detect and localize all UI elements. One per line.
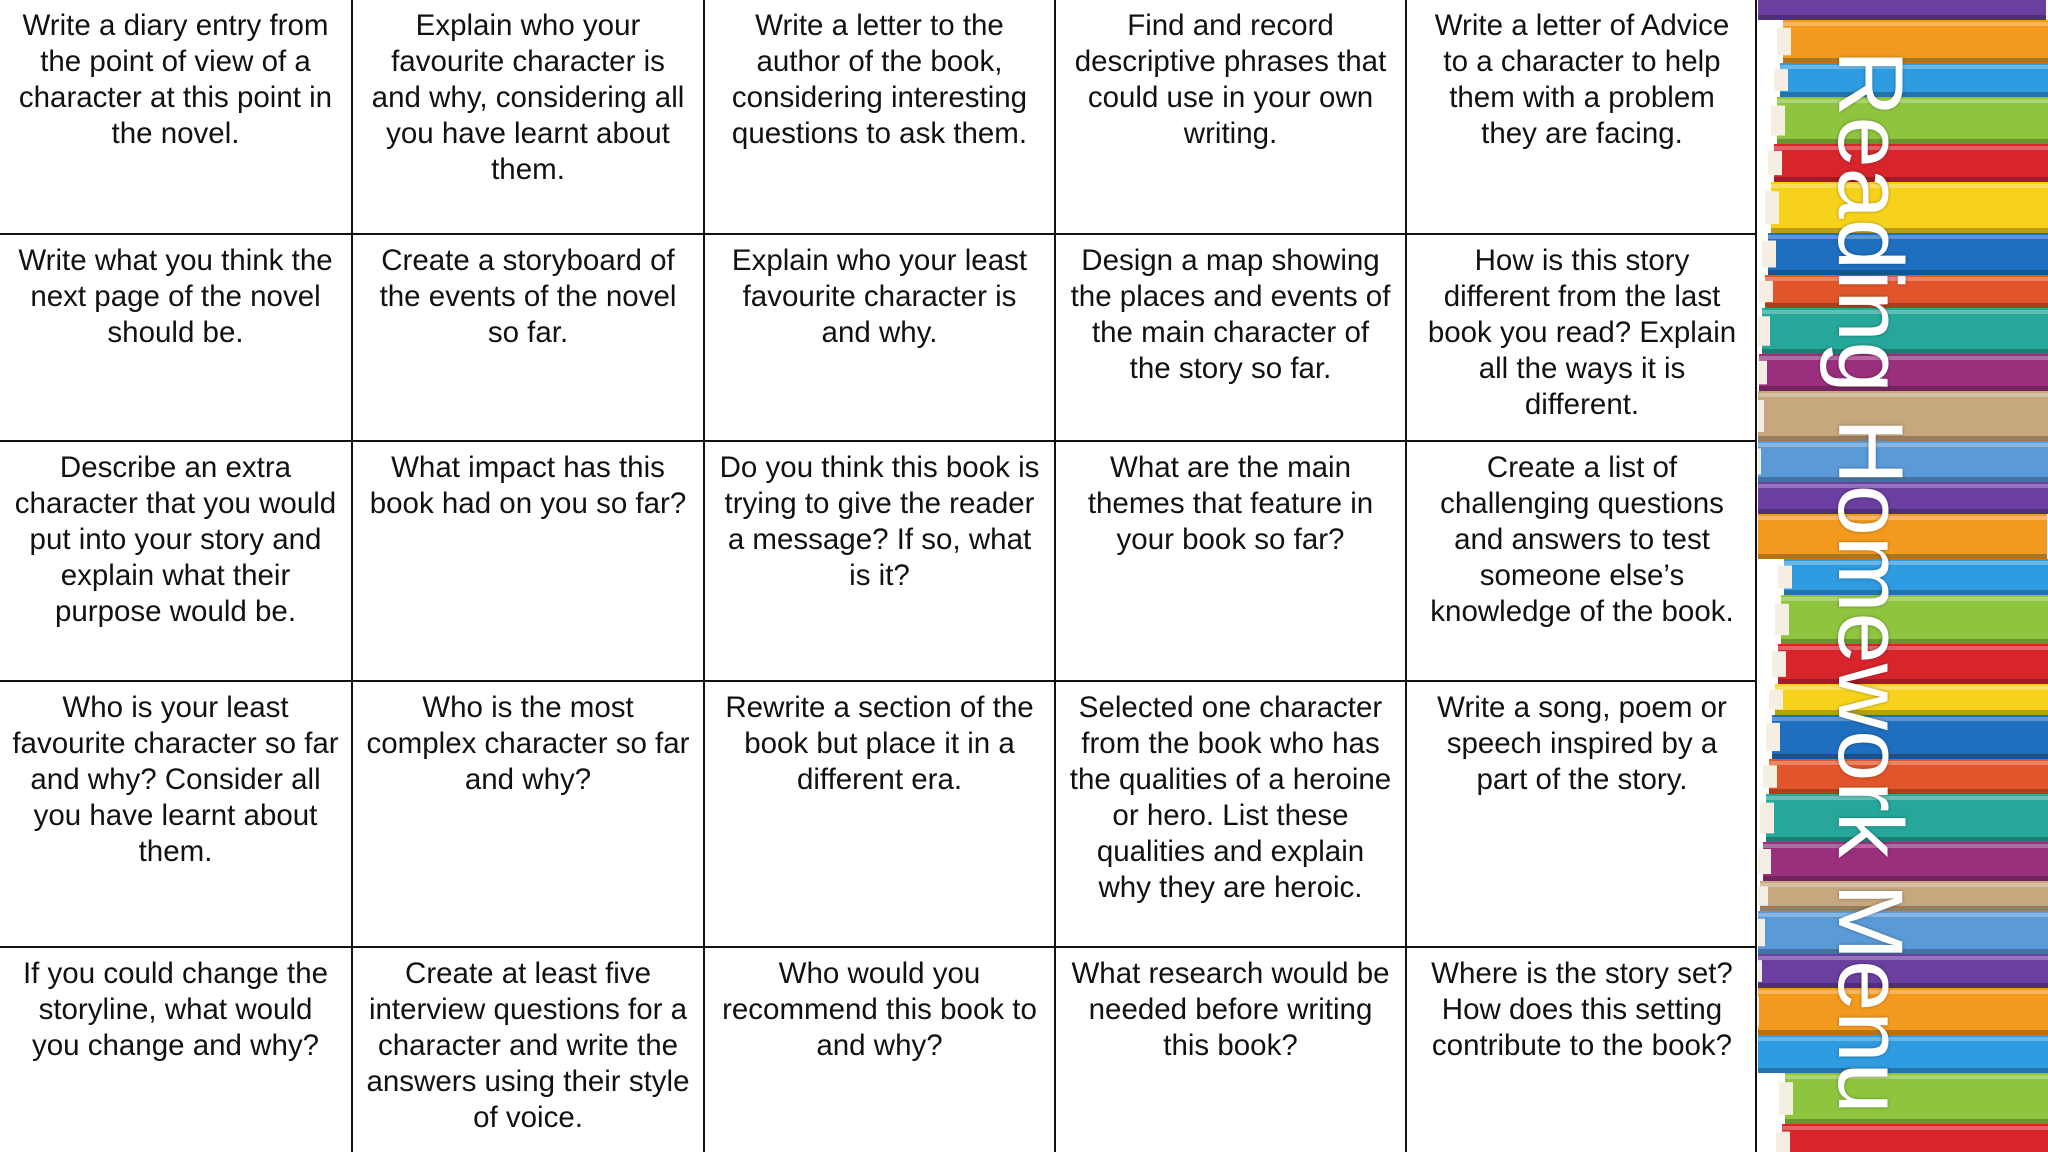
task-cell-r4-c4: Selected one character from the book who has the qualities of a heroine or hero. List these qualities and explain why they are heroic.: [1054, 682, 1405, 948]
task-cell-r3-c3: Do you think this book is trying to give the reader a message? If so, what is it?: [703, 442, 1054, 682]
task-cell-r2-c2: Create a storyboard of the events of the novel so far.: [351, 235, 703, 442]
task-cell-r5-c5: Where is the story set? How does this setting contribute to the book?: [1405, 948, 1757, 1152]
task-cell-r3-c5: Create a list of challenging questions and answers to test someone else’s knowledge of the book.: [1405, 442, 1757, 682]
menu-title: Reading Homework Menu: [1819, 50, 1921, 1114]
task-cell-r5-c4: What research would be needed before writing this book?: [1054, 948, 1405, 1152]
task-cell-r4-c2: Who is the most complex character so far and why?: [351, 682, 703, 948]
task-cell-r2-c1: Write what you think the next page of the novel should be.: [0, 235, 351, 442]
book-spine: [1758, 0, 2046, 20]
task-cell-r3-c4: What are the main themes that feature in your book so far?: [1054, 442, 1405, 682]
task-cell-r1-c1: Write a diary entry from the point of view of a character at this point in the novel.: [0, 0, 351, 235]
task-cell-r1-c3: Write a letter to the author of the book, considering interesting questions to ask them.: [703, 0, 1054, 235]
task-cell-r2-c3: Explain who your least favourite character is and why.: [703, 235, 1054, 442]
task-cell-r1-c4: Find and record descriptive phrases that could use in your own writing.: [1054, 0, 1405, 235]
book-spine: [1776, 1124, 2048, 1152]
task-cell-r4-c3: Rewrite a section of the book but place it in a different era.: [703, 682, 1054, 948]
task-cell-r4-c1: Who is your least favourite character so far and why? Consider all you have learnt about them.: [0, 682, 351, 948]
task-cell-r3-c1: Describe an extra character that you would put into your story and explain what their purpose would be.: [0, 442, 351, 682]
task-cell-r1-c5: Write a letter of Advice to a character to help them with a problem they are facing.: [1405, 0, 1757, 235]
task-cell-r5-c3: Who would you recommend this book to and why?: [703, 948, 1054, 1152]
task-cell-r2-c5: How is this story different from the last book you read? Explain all the ways it is different.: [1405, 235, 1757, 442]
task-cell-r5-c1: If you could change the storyline, what would you change and why?: [22, 957, 329, 1062]
task-cell-r4-c5: Write a song, poem or speech inspired by a part of the story.: [1405, 682, 1757, 948]
task-cell-r2-c4: Design a map showing the places and events of the main character of the story so far.: [1054, 235, 1405, 442]
task-cell-r3-c2: What impact has this book had on you so far?: [351, 442, 703, 682]
task-cell-r5-c2: Create at least five interview questions for a character and write the answers using their style of voice.: [351, 948, 703, 1152]
task-cell-r1-c2: Explain who your favourite character is and why, considering all you have learnt about them.: [351, 0, 703, 235]
